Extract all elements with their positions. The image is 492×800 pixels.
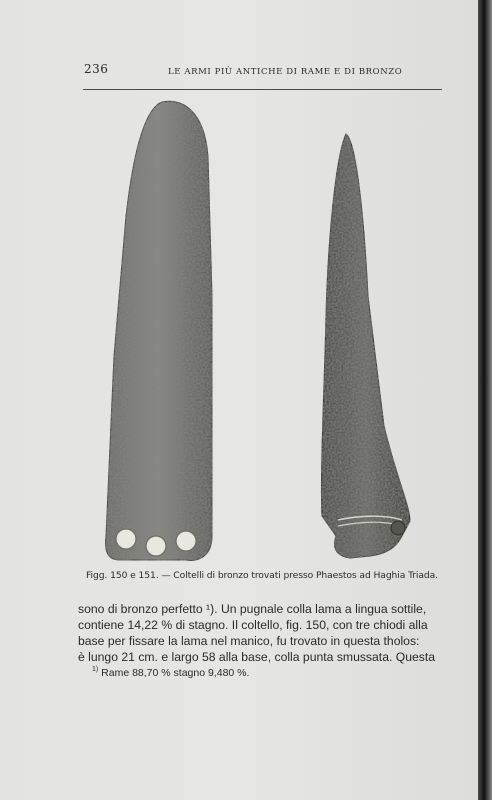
header-rule xyxy=(83,89,442,90)
figure-caption: Figg. 150 e 151. — Coltelli di bronzo trovati presso Phaestos ad Haghia Triada. xyxy=(86,570,438,581)
body-paragraph xyxy=(78,601,448,665)
body-line: è lungo 21 cm. e largo 58 alla base, colla punta smussata. Questa xyxy=(78,650,436,664)
rivet xyxy=(116,529,136,549)
knife-fig-151 xyxy=(321,134,410,558)
running-title: LE ARMI PIÙ ANTICHE DI RAME E DI BRONZO xyxy=(168,67,403,77)
bronze-knives-photograph xyxy=(100,96,430,566)
rivet xyxy=(391,521,405,535)
footnote-marker: 1) xyxy=(92,666,99,673)
knife-fig-150 xyxy=(106,101,212,560)
rivet xyxy=(176,531,196,551)
footnote xyxy=(92,666,249,679)
page-number: 236 xyxy=(84,62,109,76)
body-line: contiene 14,22 % di stagno. Il coltello, fig. 150, con tre chiodi alla xyxy=(78,618,428,632)
page-edge-shadow xyxy=(478,0,492,800)
rivet xyxy=(146,536,166,556)
body-line: base per fissare la lama nel manico, fu trovato in questa tholos: xyxy=(78,634,420,648)
body-line: sono di bronzo perfetto ¹). Un pugnale colla lama a lingua sottile, xyxy=(78,602,427,616)
footnote-text: Rame 88,70 % stagno 9,480 %. xyxy=(101,667,250,679)
